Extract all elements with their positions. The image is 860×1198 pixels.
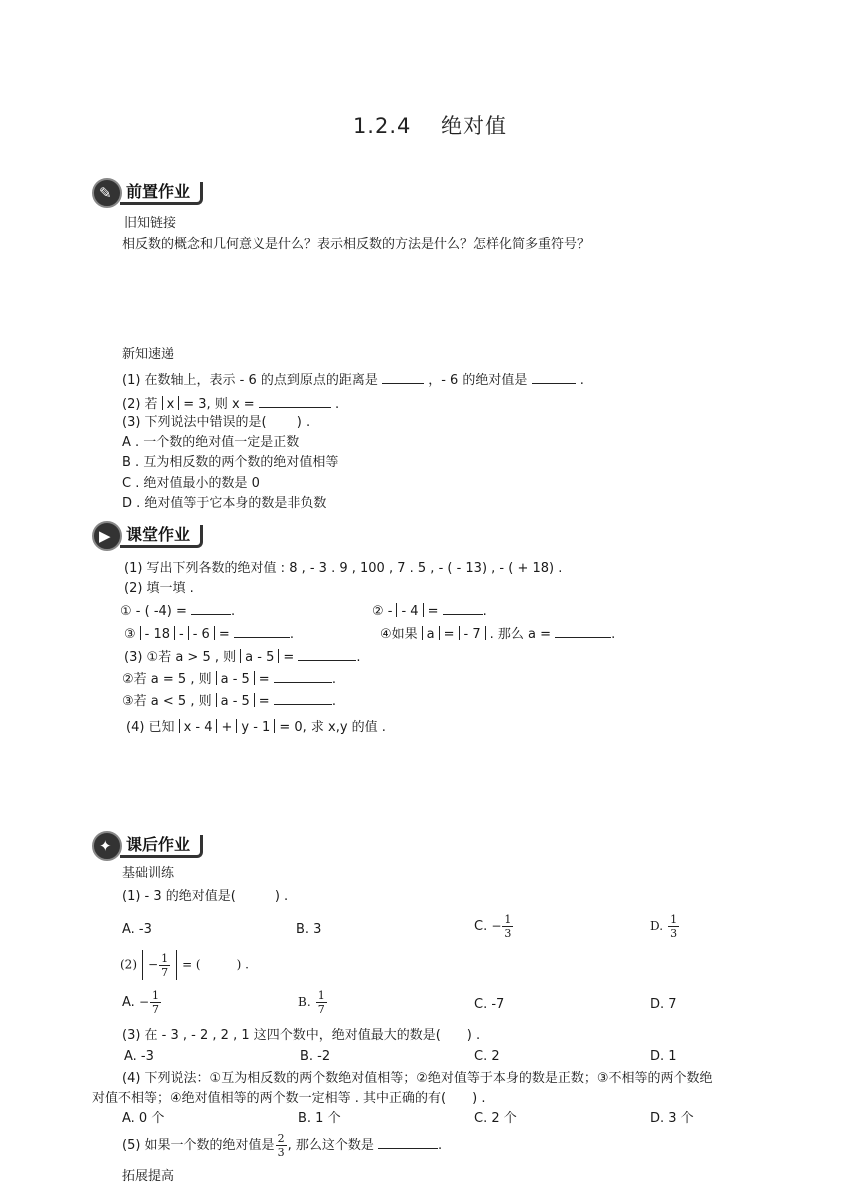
abs-bar [216, 671, 217, 685]
abs-bar [162, 396, 163, 410]
item-text: ③若 a < 5 , 则 [122, 694, 212, 709]
abs-bar [140, 626, 141, 640]
q1-text-c: . [579, 373, 584, 388]
abs-bar [459, 626, 460, 640]
question-3: (3) 下列说法中错误的是( ) . [122, 415, 311, 430]
item-text: . [289, 627, 295, 642]
item-text: = [218, 627, 230, 642]
option-d: D . 绝对值等于它本身的数是非负数 [122, 496, 327, 511]
answer-blank[interactable] [191, 602, 231, 615]
class-question-2: (2) 填一填 . [124, 581, 194, 596]
item-text: B. [298, 995, 311, 1009]
abs-bar [236, 719, 237, 733]
item-text: . [331, 694, 336, 709]
fraction [316, 990, 327, 1015]
hw2-option-b [298, 990, 328, 1015]
item-text: = [258, 672, 270, 687]
fill-item-2 [372, 602, 487, 618]
class-question-4 [126, 719, 386, 734]
item-text: . [331, 672, 336, 687]
fraction-numerator: 1 [161, 951, 169, 965]
fraction-denominator: 7 [161, 965, 169, 979]
item-text: = [427, 604, 439, 619]
hw-question-1: (1) - 3 的绝对值是( ) . [122, 889, 289, 904]
item-text: . [482, 604, 487, 619]
q2-text-c: = 3, 则 x = [183, 397, 255, 412]
fill-item-4 [380, 625, 615, 641]
subheading-new-knowledge: 新知速递 [122, 347, 175, 362]
abs-bar [254, 693, 255, 707]
abs-bar [254, 671, 255, 685]
item-text: . [231, 604, 236, 619]
item-text: - 7 [463, 627, 481, 642]
abs-bar [142, 950, 143, 980]
question-2 [122, 395, 339, 411]
class-question-1: (1) 写出下列各数的绝对值 : 8 , - 3 . 9 , 100 , 7 . 5 , - ( - 13) , - ( + 18) . [124, 561, 563, 576]
abs-bar [174, 626, 175, 640]
abs-bar [278, 649, 279, 663]
fraction-denominator: 3 [504, 927, 512, 940]
q2-text-a: (2) 若 [122, 397, 158, 412]
abs-bar [396, 603, 397, 617]
item-text: x - 4 [183, 720, 213, 735]
item-text: (3) ①若 a > 5 , 则 [124, 650, 237, 665]
subheading-extend: 拓展提高 [122, 1169, 175, 1184]
question-old: 相反数的概念和几何意义是什么？表示相反数的方法是什么？怎样化简多重符号？ [122, 237, 591, 252]
item-text: C. [474, 919, 488, 934]
minus-sign: − [491, 919, 502, 933]
hw2-option-a [122, 990, 162, 1015]
item-text: = ( ) . [182, 957, 249, 972]
abs-bar [178, 396, 179, 410]
minus-sign: − [148, 957, 159, 972]
fraction [668, 914, 679, 939]
item-text: a - 5 [220, 694, 250, 709]
item-text: , 那么这个数是 [287, 1138, 374, 1153]
item-text: ③ [124, 627, 136, 642]
item-text: a - 5 [245, 650, 275, 665]
class-question-3c [122, 692, 336, 708]
play-badge-icon: ▶ [92, 521, 122, 551]
hw3-option-a: A. -3 [124, 1049, 154, 1064]
hw1-option-d [650, 914, 680, 939]
item-text: . 那么 a = [489, 627, 552, 642]
item-text: ② - [372, 604, 393, 619]
q1-text-a: (1) 在数轴上，表示 - 6 的点到原点的距离是 [122, 373, 378, 388]
item-text: (4) 已知 [126, 720, 175, 735]
section-title: 课堂作业 [120, 525, 203, 548]
fraction-denominator: 7 [152, 1003, 159, 1016]
hw1-option-b: B. 3 [296, 922, 322, 937]
fill-item-3 [124, 625, 294, 641]
abs-bar [485, 626, 486, 640]
fraction [502, 914, 513, 939]
section-title: 前置作业 [120, 182, 203, 205]
subheading-basic: 基础训练 [122, 866, 175, 881]
hw-question-4-line2: 对值不相等；④绝对值相等的两个数一定相等 . 其中正确的有( ) . [92, 1091, 486, 1106]
hw-question-3: (3) 在 - 3 , - 2 , 2 , 1 这四个数中，绝对值最大的数是( ) . [122, 1028, 481, 1043]
hw3-option-c: C. 2 [474, 1049, 500, 1064]
abs-bar [439, 626, 440, 640]
item-text: . [611, 627, 616, 642]
hw-question-2 [120, 950, 249, 980]
abs-bar [274, 719, 275, 733]
item-text: A. [122, 995, 135, 1010]
answer-blank[interactable] [259, 395, 331, 408]
option-a: A . 一个数的绝对值一定是正数 [122, 435, 300, 450]
abs-bar [176, 950, 177, 980]
answer-blank[interactable] [555, 625, 611, 638]
item-text: = [283, 650, 295, 665]
item-text: ① - ( -4) = [120, 604, 187, 619]
item-text: - 4 [401, 604, 419, 619]
hw2-option-c: C. -7 [474, 997, 505, 1012]
answer-blank[interactable] [274, 670, 332, 683]
fraction-denominator: 7 [317, 1003, 325, 1016]
answer-blank[interactable] [274, 692, 332, 705]
item-text: = [258, 694, 270, 709]
fraction-denominator: 3 [277, 1146, 285, 1159]
option-c: C . 绝对值最小的数是 0 [122, 476, 260, 491]
section-header-after [92, 831, 212, 861]
item-text: - [179, 627, 184, 642]
fraction [159, 953, 170, 978]
item-text: ②若 a = 5 , 则 [122, 672, 212, 687]
hw4-option-c: C. 2 个 [474, 1111, 517, 1126]
abs-bar [188, 626, 189, 640]
fraction-numerator: 1 [670, 913, 678, 926]
item-text: - 18 [144, 627, 171, 642]
abs-bar [422, 626, 423, 640]
q1-text-b: ，- 6 的绝对值是 [428, 373, 528, 388]
answer-blank[interactable] [443, 602, 483, 615]
section-title: 课后作业 [120, 835, 203, 858]
item-text: D. [650, 919, 664, 933]
hw2-option-d: D. 7 [650, 997, 677, 1012]
item-text: + [221, 720, 233, 735]
abs-bar [423, 603, 424, 617]
page-title: 1.2.4 绝对值 [352, 114, 508, 138]
runner-badge-icon: ✦ [92, 831, 122, 861]
item-text: . [437, 1138, 443, 1153]
fraction-denominator: 3 [670, 927, 678, 940]
item-text: (2) [120, 957, 137, 972]
hw3-option-b: B. -2 [300, 1049, 331, 1064]
fraction [150, 990, 161, 1015]
hw3-option-d: D. 1 [650, 1049, 677, 1064]
q2-text-d: . [334, 397, 340, 412]
answer-blank[interactable] [298, 648, 356, 661]
question-1 [122, 371, 584, 387]
hw1-option-c [474, 914, 514, 939]
answer-blank[interactable] [234, 625, 290, 638]
class-question-3b [122, 670, 336, 686]
hw-question-5 [122, 1133, 442, 1158]
fraction-numerator: 1 [317, 989, 325, 1002]
section-header-pre [92, 178, 212, 208]
class-question-3a [124, 648, 361, 664]
fraction-numerator: 1 [152, 989, 159, 1002]
item-text: = [443, 627, 455, 642]
hw-question-4-line1: (4) 下列说法：①互为相反数的两个数绝对值相等；②绝对值等于本身的数是正数；③不相等的两个数绝 [122, 1071, 713, 1086]
subheading-old-knowledge: 旧知链接 [124, 216, 177, 231]
item-text: (5) 如果一个数的绝对值是 [122, 1138, 275, 1153]
item-text: = 0, 求 x,y 的值 . [279, 720, 386, 735]
fraction-numerator: 2 [277, 1132, 285, 1145]
abs-bar [240, 649, 241, 663]
item-text: a [426, 627, 435, 642]
hw4-option-d: D. 3 个 [650, 1111, 694, 1126]
item-text: ④如果 [380, 627, 418, 642]
item-text: . [356, 650, 361, 665]
fraction-numerator: 1 [504, 913, 512, 926]
item-text: y - 1 [241, 720, 271, 735]
abs-bar [216, 719, 217, 733]
abs-bar [179, 719, 180, 733]
abs-bar [216, 693, 217, 707]
minus-sign: − [138, 995, 149, 1009]
abs-bar [214, 626, 215, 640]
answer-blank[interactable] [378, 1136, 438, 1149]
hw1-option-a: A. -3 [122, 922, 152, 937]
option-b: B . 互为相反数的两个数的绝对值相等 [122, 455, 339, 470]
answer-blank[interactable] [532, 371, 576, 384]
fill-item-1 [120, 602, 235, 618]
hw4-option-a: A. 0 个 [122, 1111, 165, 1126]
q2-var: x [166, 397, 175, 412]
section-header-class [92, 521, 212, 551]
item-text: a - 5 [220, 672, 250, 687]
fraction [276, 1133, 287, 1158]
section-badge-icon: ✎ [92, 178, 122, 208]
item-text: - 6 [192, 627, 210, 642]
answer-blank[interactable] [382, 371, 424, 384]
hw4-option-b: B. 1 个 [298, 1111, 341, 1126]
